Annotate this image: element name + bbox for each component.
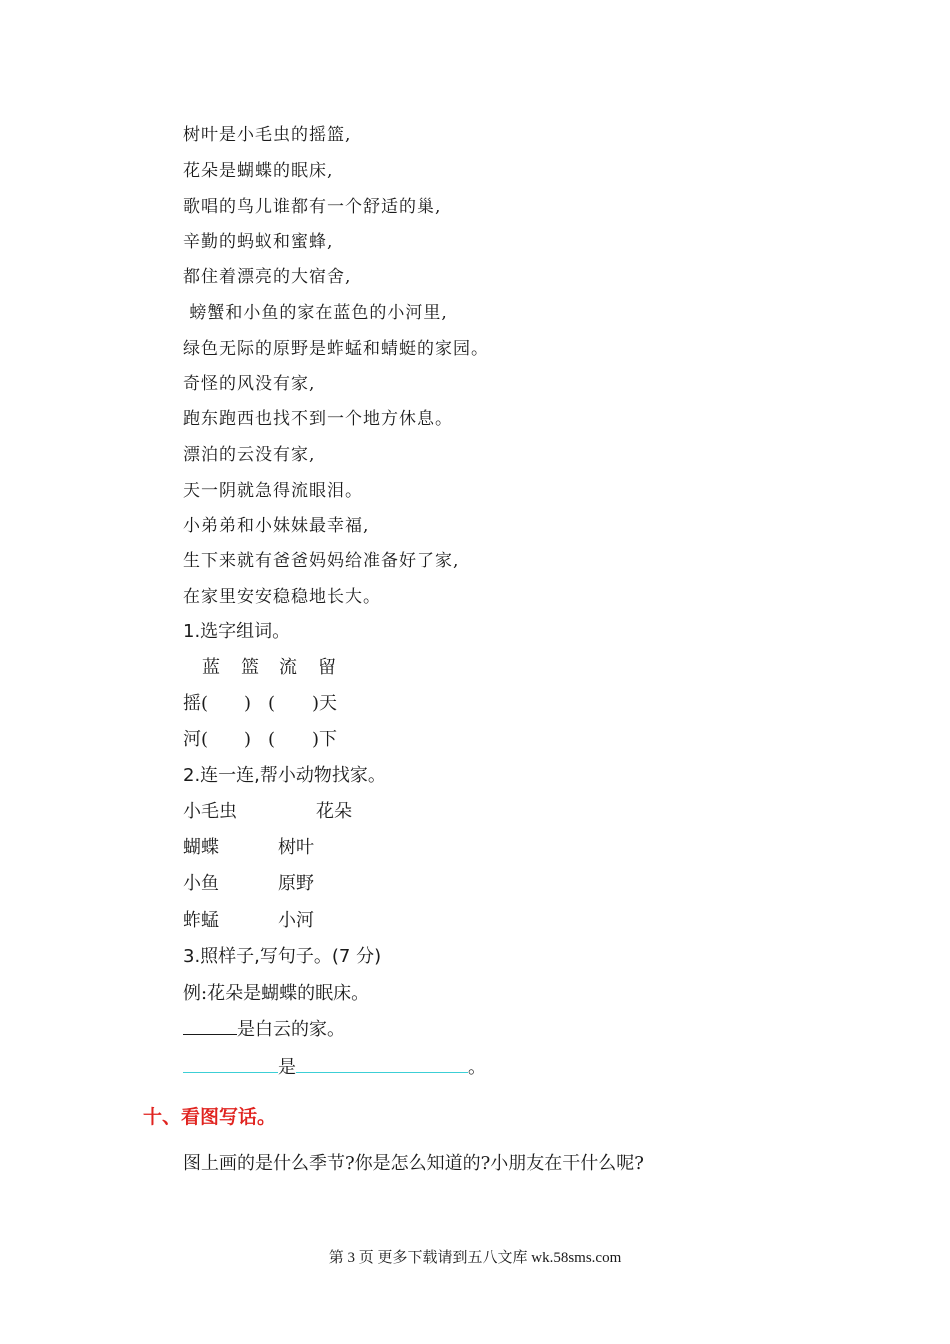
poem-line: 花朵是蝴蝶的眠床, (183, 161, 334, 181)
paren-close: ) (244, 693, 252, 714)
word-prefix: 摇( (183, 693, 209, 714)
word-suffix: )下 (312, 729, 338, 750)
poem-line: 跑东跑西也找不到一个地方休息。 (183, 409, 453, 429)
sentence-mid: 是 (278, 1057, 296, 1078)
choice-char: 流 (279, 657, 297, 678)
question-3-line-1 (183, 1018, 345, 1042)
sentence-suffix: 是白云的家。 (237, 1019, 345, 1040)
poem-line: 漂泊的云没有家, (183, 445, 316, 465)
poem-line: 辛勤的蚂蚁和蜜蜂, (183, 232, 334, 252)
animal-label: 蝴蝶 (183, 837, 219, 858)
word-suffix: )天 (312, 693, 338, 714)
home-label: 小河 (278, 910, 314, 931)
poem-line: 螃蟹和小鱼的家在蓝色的小河里, (183, 303, 448, 323)
animal-label: 小鱼 (183, 873, 219, 894)
poem-line: 在家里安安稳稳地长大。 (183, 587, 381, 607)
paren-open: ( (268, 693, 276, 714)
choice-char: 留 (318, 657, 336, 678)
page-footer: 第 3 页 更多下载请到五八文库 wk.58sms.com (328, 1250, 622, 1266)
choice-char: 篮 (241, 657, 259, 678)
poem-line: 天一阴就急得流眼泪。 (183, 481, 363, 501)
question-3-line-2 (183, 1056, 486, 1080)
poem-line: 小弟弟和小妹妹最幸福, (183, 516, 370, 536)
section-10-prompt: 图上画的是什么季节?你是怎么知道的?小朋友在干什么呢? (183, 1153, 644, 1174)
poem-line: 奇怪的风没有家, (183, 374, 316, 394)
paren-close: ) (244, 729, 252, 750)
answer-blank[interactable] (183, 1033, 237, 1035)
word-prefix: 河( (183, 729, 209, 750)
poem-line: 树叶是小毛虫的摇篮, (183, 125, 352, 145)
question-1-title: 1.选字组词。 (183, 621, 291, 642)
animal-label: 小毛虫 (183, 801, 237, 822)
question-3-title: 3.照样子,写句子。(7 分) (183, 946, 382, 967)
choice-char: 蓝 (202, 657, 220, 678)
home-label: 原野 (278, 873, 314, 894)
poem-line: 绿色无际的原野是蚱蜢和蜻蜓的家园。 (183, 339, 489, 359)
poem-line: 生下来就有爸爸妈妈给准备好了家, (183, 551, 460, 571)
question-2-title: 2.连一连,帮小动物找家。 (183, 765, 386, 786)
home-label: 树叶 (278, 837, 314, 858)
section-10-title: 十、看图写话。 (143, 1106, 277, 1128)
question-3-example: 例:花朵是蝴蝶的眠床。 (183, 983, 370, 1004)
poem-line: 歌唱的鸟儿谁都有一个舒适的巢, (183, 197, 442, 217)
answer-blank[interactable] (296, 1071, 468, 1073)
answer-blank[interactable] (183, 1071, 278, 1073)
animal-label: 蚱蜢 (183, 910, 219, 931)
paren-open: ( (268, 729, 276, 750)
sentence-end: 。 (468, 1057, 486, 1078)
poem-line: 都住着漂亮的大宿舍, (183, 267, 352, 287)
home-label: 花朵 (316, 801, 352, 822)
